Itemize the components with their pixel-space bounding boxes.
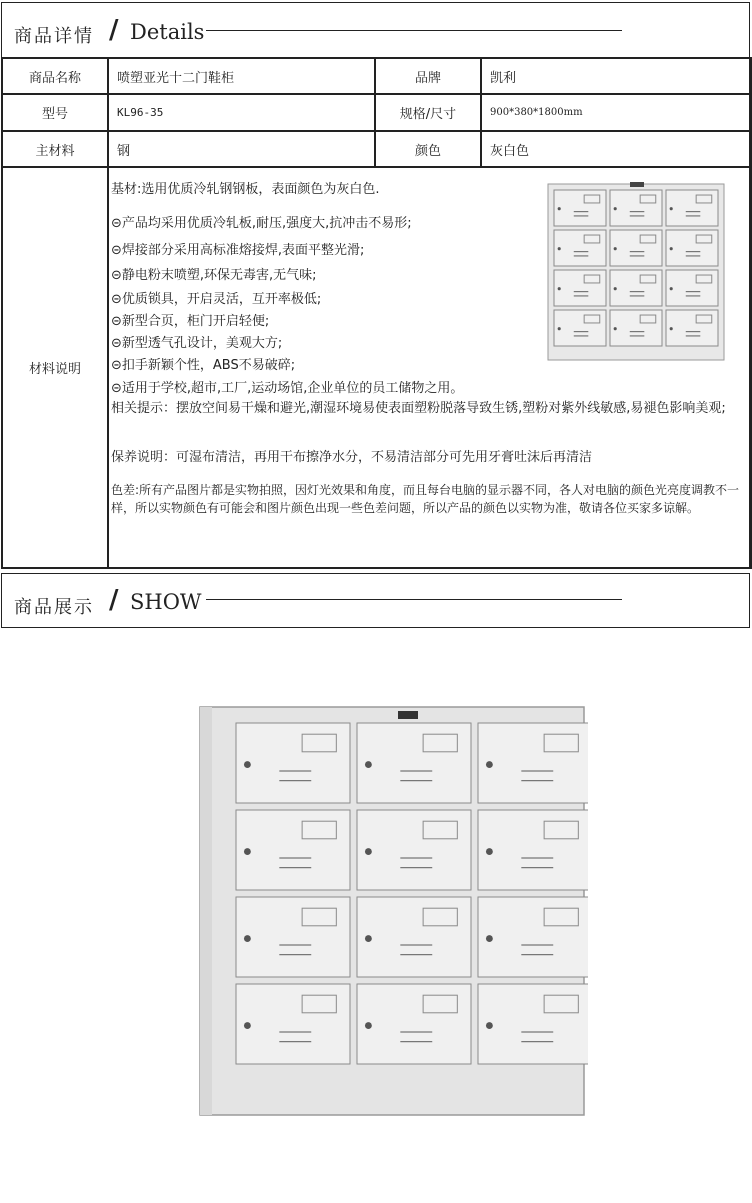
locker-door — [554, 190, 606, 226]
locker-door — [236, 897, 350, 977]
show-title-slash: / — [109, 585, 119, 615]
locker-door — [666, 190, 718, 226]
show-title-cn: 商品展示 — [14, 597, 94, 618]
show-header-rule — [206, 599, 622, 600]
spec-label-model: 型号 — [2, 94, 108, 131]
locker-door — [554, 310, 606, 346]
spec-label-color: 颜色 — [375, 131, 481, 167]
details-header — [2, 3, 749, 60]
care-instructions: 保养说明：可湿布清洁，再用干布擦净水分，不易清洁部分可先用牙膏吐沫后再清洁 — [111, 450, 593, 465]
spec-table — [1, 57, 752, 569]
show-title-en: SHOW — [130, 590, 202, 614]
feature-line: ⊝适用于学校,超市,工厂,运动场馆,企业单位的员工储物之用。 — [111, 381, 464, 396]
locker-door — [357, 897, 471, 977]
spec-label-size: 规格/尺寸 — [375, 94, 481, 131]
locker-door — [478, 897, 588, 977]
locker-door — [357, 810, 471, 890]
locker-door — [236, 723, 350, 803]
cabinet-product-image — [192, 699, 588, 1119]
locker-door — [554, 270, 606, 306]
locker-door — [610, 310, 662, 346]
spec-row-description — [2, 167, 751, 568]
feature-line: ⊝静电粉末喷塑,环保无毒害,无气味; — [111, 268, 317, 283]
locker-door — [478, 810, 588, 890]
material-base: 基材:选用优质冷轧钢钢板，表面颜色为灰白色. — [111, 182, 380, 197]
locker-door — [610, 190, 662, 226]
details-header-rule — [206, 30, 622, 31]
locker-door — [478, 723, 588, 803]
details-title-cn: 商品详情 — [14, 26, 94, 47]
locker-door — [236, 984, 350, 1064]
color-difference-note: 色差:所有产品图片都是实物拍照，因灯光效果和角度，而且每台电脑的显示器不同，各人对电脑的颜色光亮度调教不一样，所以实物颜色有可能会和图片颜色出现一些色差问题，所以产品的颜色以实物为准，敬请各位买家多谅解。 — [111, 483, 740, 515]
spec-value-material: 钢 — [108, 131, 375, 167]
details-title-en: Details — [130, 20, 205, 44]
show-header — [2, 574, 749, 629]
spec-value-color: 灰白色 — [481, 131, 751, 167]
feature-line: ⊝优质锁具，开启灵活，互开率极低; — [111, 292, 322, 307]
material-description — [108, 167, 751, 568]
locker-door — [357, 723, 471, 803]
spec-row-model — [2, 94, 751, 131]
locker-door — [666, 230, 718, 266]
cabinet-thumbnail-image — [546, 182, 728, 362]
locker-door — [236, 810, 350, 890]
details-title-slash: / — [109, 15, 119, 45]
feature-line: ⊝新型合页，柜门开启轻便; — [111, 314, 270, 329]
show-section — [1, 573, 750, 628]
locker-door — [666, 310, 718, 346]
locker-door — [554, 230, 606, 266]
spec-value-size: 900*380*1800mm — [481, 94, 751, 131]
locker-door — [357, 984, 471, 1064]
locker-door — [610, 230, 662, 266]
spec-label-name: 商品名称 — [2, 58, 108, 94]
locker-door — [666, 270, 718, 306]
spec-label-brand: 品牌 — [375, 58, 481, 94]
feature-line: ⊝新型透气孔设计，美观大方; — [111, 336, 283, 351]
spec-row-name — [2, 58, 751, 94]
spec-row-material — [2, 131, 751, 167]
spec-label-material: 主材料 — [2, 131, 108, 167]
locker-door — [610, 270, 662, 306]
spec-value-model: KL96-35 — [108, 94, 375, 131]
feature-line: ⊝扣手新颖个性，ABS不易破碎; — [111, 358, 296, 373]
feature-line: ⊝产品均采用优质冷轧板,耐压,强度大,抗冲击不易形; — [111, 216, 412, 231]
spec-value-name: 喷塑亚光十二门鞋柜 — [108, 58, 375, 94]
feature-line: ⊝焊接部分采用高标准熔接焊,表面平整光滑; — [111, 243, 365, 258]
locker-door — [478, 984, 588, 1064]
spec-value-brand: 凯利 — [481, 58, 751, 94]
related-tip: 相关提示：摆放空间易干燥和避光,潮湿环境易使表面塑粉脱落导致生锈,塑粉对紫外线敏感,易褪色影响美观; — [111, 401, 726, 416]
material-label: 材料说明 — [2, 167, 108, 568]
